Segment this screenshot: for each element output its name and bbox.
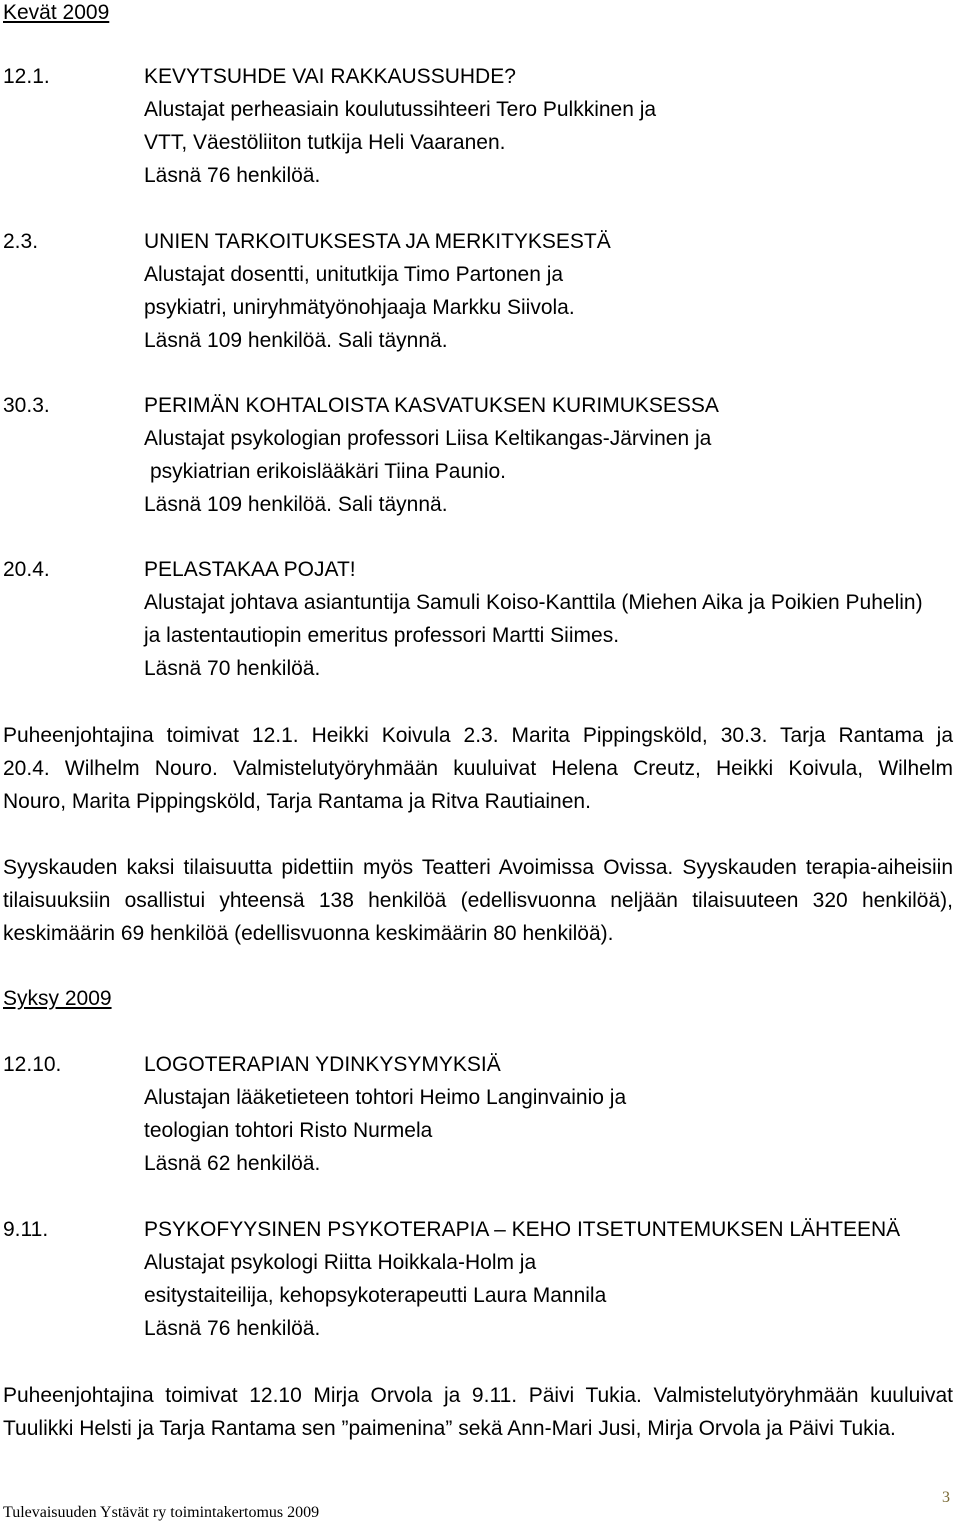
event-speakers-line: psykiatri, uniryhmätyönohjaaja Markku Siivola. <box>144 296 575 319</box>
event-date: 30.3. <box>3 394 50 417</box>
autumn-heading: Syksy 2009 <box>3 987 112 1010</box>
paragraph-line: Syyskauden kaksi tilaisuutta pidettiin myös Teatteri Avoimissa Ovissa. Syyskauden terapia-aiheisiin <box>3 856 953 879</box>
event-details <box>144 1048 626 1180</box>
event-title: PELASTAKAA POJAT! <box>144 558 356 581</box>
paragraph-line: keskimäärin 69 henkilöä (edellisvuonna keskimäärin 80 henkilöä). <box>3 922 614 945</box>
event-date: 12.1. <box>3 65 50 88</box>
event-details <box>144 1213 900 1345</box>
spring-chairs-paragraph <box>3 719 953 818</box>
event-speakers-line: VTT, Väestöliiton tutkija Heli Vaaranen. <box>144 131 506 154</box>
paragraph-line: Puheenjohtajina toimivat 12.10 Mirja Orvola ja 9.11. Päivi Tukia. Valmistelutyöryhmään kuuluivat <box>3 1384 953 1407</box>
paragraph-line: Puheenjohtajina toimivat 12.1. Heikki Koivula 2.3. Marita Pippingsköld, 30.3. Tarja Rantama ja <box>3 724 953 747</box>
event-attendance: Läsnä 62 henkilöä. <box>144 1152 321 1175</box>
event-date: 20.4. <box>3 558 50 581</box>
event-date: 9.11. <box>3 1218 49 1241</box>
event-speakers-line: psykiatrian erikoislääkäri Tiina Paunio. <box>150 460 507 483</box>
spring-heading: Kevät 2009 <box>3 1 110 24</box>
event-speakers-line: Alustajat perheasiain koulutussihteeri Tero Pulkkinen ja <box>144 98 657 121</box>
event-speakers-line: Alustajat johtava asiantuntija Samuli Koiso-Kanttila (Miehen Aika ja Poikien Puhelin) <box>144 591 923 614</box>
autumn-chairs-paragraph <box>3 1379 953 1445</box>
paragraph-line: Nouro, Marita Pippingsköld, Tarja Rantama ja Ritva Rautiainen. <box>3 790 591 813</box>
event-date: 12.10. <box>3 1053 62 1076</box>
event-title: UNIEN TARKOITUKSESTA JA MERKITYKSESTÄ <box>144 230 611 253</box>
event-attendance: Läsnä 109 henkilöä. Sali täynnä. <box>144 329 448 352</box>
event-title: PSYKOFYYSINEN PSYKOTERAPIA – KEHO ITSETUNTEMUKSEN LÄHTEENÄ <box>144 1218 901 1241</box>
event-date: 2.3. <box>3 230 39 253</box>
footer-text: Tulevaisuuden Ystävät ry toimintakertomus 2009 <box>3 1504 320 1521</box>
paragraph-line: tilaisuuksiin osallistui yhteensä 138 henkilöä (edellisvuonna neljään tilaisuuteen 320 henkilöä), <box>3 889 953 912</box>
event-speakers-line: Alustajat psykologian professori Liisa Keltikangas-Järvinen ja <box>144 427 712 450</box>
event-title: PERIMÄN KOHTALOISTA KASVATUKSEN KURIMUKSESSA <box>144 394 719 417</box>
event-title: LOGOTERAPIAN YDINKYSYMYKSIÄ <box>144 1053 501 1076</box>
page-number: 3 <box>942 1489 950 1506</box>
event-attendance: Läsnä 70 henkilöä. <box>144 657 321 680</box>
paragraph-line: 20.4. Wilhelm Nouro. Valmistelutyöryhmään kuuluivat Helena Creutz, Heikki Koivula, Wilhelm <box>3 757 953 780</box>
event-details <box>144 389 719 521</box>
event-details <box>144 225 611 357</box>
event-speakers-line: ja lastentautiopin emeritus professori Martti Siimes. <box>144 624 620 647</box>
event-speakers-line: Alustajat psykologi Riitta Hoikkala-Holm ja <box>144 1251 537 1274</box>
event-speakers-line: Alustajat dosentti, unitutkija Timo Partonen ja <box>144 263 564 286</box>
season-summary-paragraph <box>3 851 953 950</box>
event-speakers-line: teologian tohtori Risto Nurmela <box>144 1119 433 1142</box>
event-attendance: Läsnä 76 henkilöä. <box>144 164 321 187</box>
event-attendance: Läsnä 76 henkilöä. <box>144 1317 321 1340</box>
event-details <box>144 60 656 192</box>
event-speakers-line: esitystaiteilija, kehopsykoterapeutti Laura Mannila <box>144 1284 607 1307</box>
event-title: KEVYTSUHDE VAI RAKKAUSSUHDE? <box>144 65 516 88</box>
event-details <box>144 553 923 685</box>
paragraph-line: Tuulikki Helsti ja Tarja Rantama sen ”paimenina” sekä Ann-Mari Jusi, Mirja Orvola ja Päivi Tukia. <box>3 1417 896 1440</box>
event-speakers-line: Alustajan lääketieteen tohtori Heimo Langinvainio ja <box>144 1086 627 1109</box>
event-attendance: Läsnä 109 henkilöä. Sali täynnä. <box>144 493 448 516</box>
